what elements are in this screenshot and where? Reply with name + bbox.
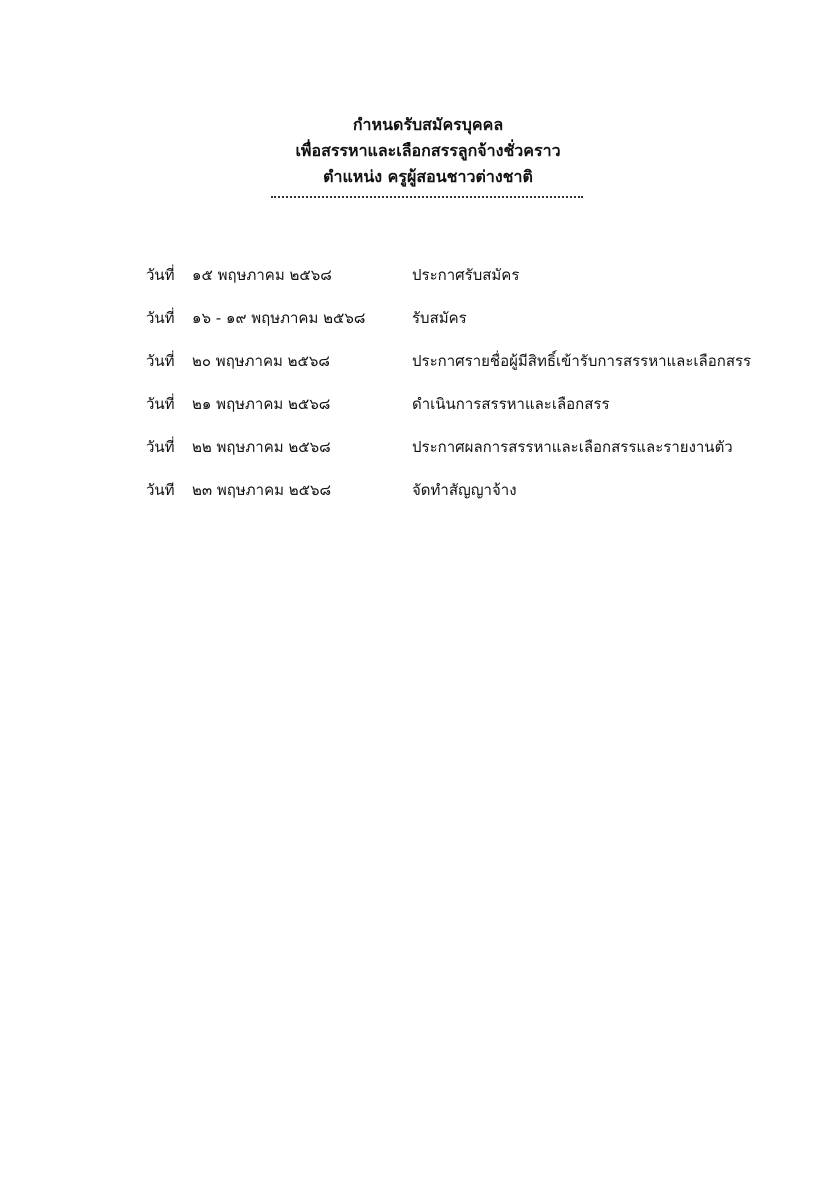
dotted-divider — [271, 196, 583, 198]
schedule-date: ๒๑ พฤษภาคม ๒๕๖๘ — [192, 395, 331, 413]
schedule-event: ดำเนินการสรรหาและเลือกสรร — [412, 395, 610, 413]
schedule-event: รับสมัคร — [412, 309, 467, 327]
schedule-date: ๒๐ พฤษภาคม ๒๕๖๘ — [192, 352, 331, 370]
document-header — [0, 112, 836, 190]
day-word: วันที่ — [146, 438, 175, 456]
schedule-row — [146, 348, 786, 391]
schedule-date: ๑๖ - ๑๙ พฤษภาคม ๒๕๖๘ — [192, 309, 366, 327]
schedule-row — [146, 262, 786, 305]
schedule-event: ประกาศผลการสรรหาและเลือกสรรและรายงานตัว — [412, 438, 733, 456]
schedule-row — [146, 305, 786, 348]
schedule-row — [146, 477, 786, 520]
schedule-list — [146, 262, 786, 520]
day-word: วันที่ — [146, 309, 175, 327]
day-word: วันที — [146, 481, 175, 499]
header-position: ตำแหน่ง ครูผู้สอนชาวต่างชาติ — [323, 167, 533, 186]
schedule-row — [146, 434, 786, 477]
header-title: กำหนดรับสมัครบุคคล — [352, 115, 504, 134]
schedule-date: ๑๕ พฤษภาคม ๒๕๖๘ — [192, 266, 332, 284]
schedule-date: ๒๓ พฤษภาคม ๒๕๖๘ — [192, 481, 332, 499]
day-word: วันที่ — [146, 352, 175, 370]
schedule-event: ประกาศรายชื่อผู้มีสิทธิ์เข้ารับการสรรหาและเลือกสรร — [412, 352, 752, 370]
day-word: วันที่ — [146, 266, 175, 284]
schedule-row — [146, 391, 786, 434]
schedule-event: จัดทำสัญญาจ้าง — [412, 481, 517, 499]
schedule-date: ๒๒ พฤษภาคม ๒๕๖๘ — [192, 438, 331, 456]
header-purpose: เพื่อสรรหาและเลือกสรรลูกจ้างชั่วคราว — [295, 141, 561, 160]
schedule-event: ประกาศรับสมัคร — [412, 266, 520, 284]
day-word: วันที่ — [146, 395, 175, 413]
